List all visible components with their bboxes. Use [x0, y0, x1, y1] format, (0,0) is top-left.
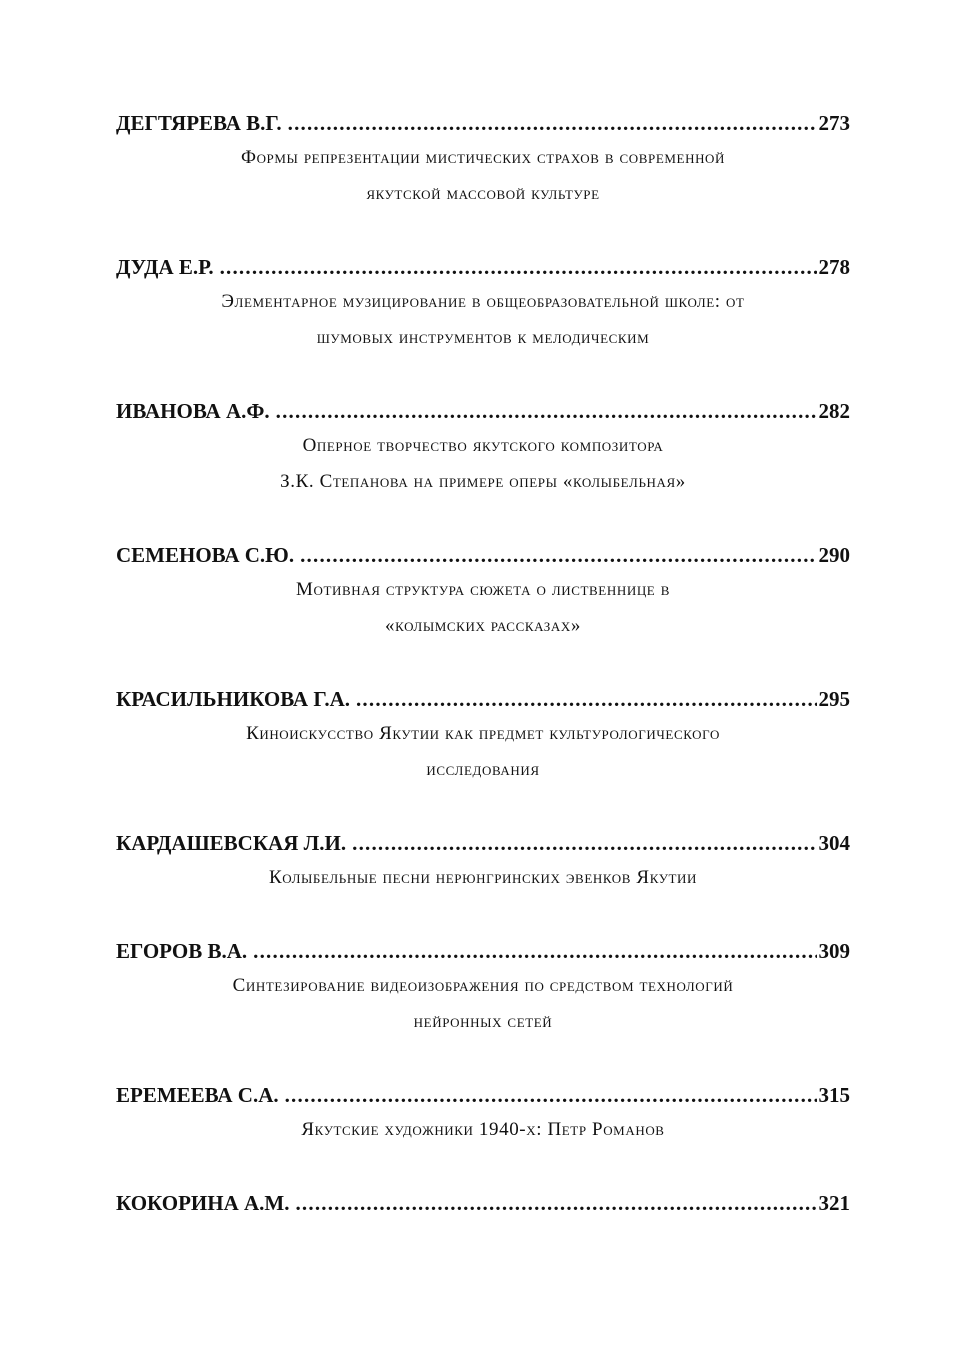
entry-title-line: Якутские художники 1940-х: Петр Романов [301, 1119, 665, 1140]
dot-leader [300, 539, 816, 572]
entry-title [116, 1112, 850, 1148]
dot-leader [220, 251, 817, 284]
toc-entry-header [116, 683, 850, 716]
entry-page-number: 278 [818, 255, 850, 279]
entry-title [116, 968, 850, 1040]
dot-leader [288, 107, 817, 140]
entry-title-line: Формы репрезентации мистических страхов в современной [240, 147, 726, 168]
entry-title-line: шумовых инструментов к мелодическим [316, 327, 650, 348]
toc-entry-header [116, 1187, 850, 1220]
entry-title-line: Элементарное музицирование в общеобразовательной школе: от [221, 291, 745, 312]
toc-entry-header [116, 107, 850, 140]
entry-title-line: нейронных сетей [413, 1011, 553, 1032]
toc-entry [116, 539, 850, 683]
dot-leader [276, 395, 817, 428]
toc-entry-header [116, 1079, 850, 1112]
entry-title-line: Колыбельные песни нерюнгринских эвенков Якутии [268, 867, 698, 888]
toc-entry [116, 251, 850, 395]
dot-leader [352, 827, 816, 860]
toc-entry-header [116, 935, 850, 968]
toc-entry [116, 935, 850, 1079]
entry-author: ЕРЕМЕЕВА С.А. [116, 1083, 279, 1107]
entry-title [116, 716, 850, 788]
toc-entry-header [116, 539, 850, 572]
toc-entry [116, 1079, 850, 1187]
entry-author: ДЕГТЯРЕВА В.Г. [116, 111, 282, 135]
entry-title [116, 572, 850, 644]
table-of-contents [116, 107, 850, 1220]
entry-author: КАРДАШЕВСКАЯ Л.И. [116, 831, 347, 855]
entry-page-number: 309 [818, 939, 850, 963]
entry-author: ДУДА Е.Р. [116, 255, 214, 279]
entry-page-number: 315 [818, 1083, 850, 1107]
toc-entry [116, 1187, 850, 1220]
toc-entry [116, 683, 850, 827]
entry-title-line: Синтезирование видеоизображения по средством технологий [232, 975, 734, 996]
dot-leader [295, 1187, 816, 1220]
toc-entry-header [116, 251, 850, 284]
entry-title [116, 140, 850, 212]
entry-author: СЕМЕНОВА С.Ю. [116, 543, 295, 567]
entry-page-number: 282 [818, 399, 850, 423]
toc-entry [116, 395, 850, 539]
toc-entry-header [116, 395, 850, 428]
toc-entry [116, 107, 850, 251]
entry-author: КОКОРИНА А.М. [116, 1191, 290, 1215]
entry-author: ЕГОРОВ В.А. [116, 939, 248, 963]
entry-title-line: якутской массовой культуре [366, 183, 600, 204]
entry-author: ИВАНОВА А.Ф. [116, 399, 270, 423]
entry-page-number: 321 [818, 1191, 850, 1215]
dot-leader [356, 683, 817, 716]
entry-author: КРАСИЛЬНИКОВА Г.А. [116, 687, 350, 711]
entry-page-number: 304 [818, 831, 850, 855]
entry-page-number: 295 [818, 687, 850, 711]
dot-leader [253, 935, 816, 968]
entry-title-line: Мотивная структура сюжета о лиственнице в [296, 579, 670, 600]
entry-title [116, 860, 850, 896]
entry-title-line: исследования [426, 759, 540, 780]
entry-title-line: З.К. Степанова на примере оперы «колыбельная» [280, 471, 686, 492]
entry-title [116, 428, 850, 500]
entry-title-line: Оперное творчество якутского композитора [302, 435, 664, 456]
toc-entry [116, 827, 850, 935]
dot-leader [285, 1079, 817, 1112]
entry-title [116, 284, 850, 356]
entry-title-line: Киноискусство Якутии как предмет культурологического [246, 723, 720, 744]
entry-page-number: 290 [818, 543, 850, 567]
entry-title-line: «колымских рассказах» [385, 615, 581, 636]
toc-entry-header [116, 827, 850, 860]
entry-page-number: 273 [818, 111, 850, 135]
